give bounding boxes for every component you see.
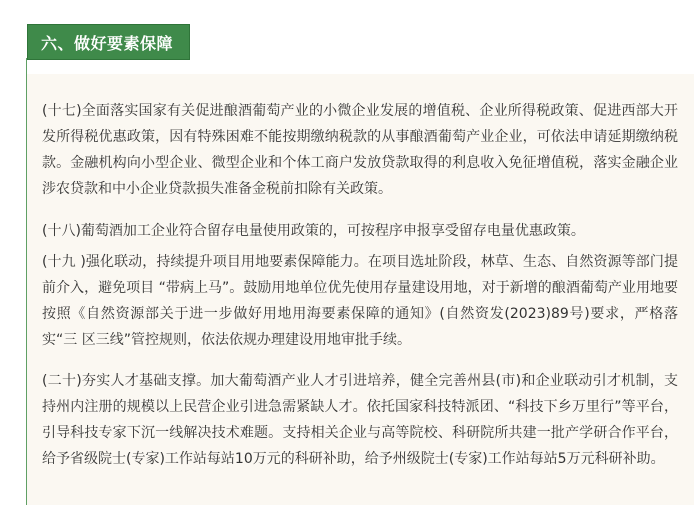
policy-paragraph-18: (十八)葡萄酒加工企业符合留存电量使用政策的，可按程序申报享受留存电量优惠政策。 xyxy=(42,223,585,239)
section-title: 六、做好要素保障 xyxy=(41,33,174,53)
policy-paragraph-17: (十七)全面落实国家有关促进酿酒葡萄产业的小微企业发展的增值税、企业所得税政策、促进西部大开发所得税优惠政策，因有特殊困难不能按期缴纳税款的从事酿酒葡萄产业企业，可依法申请延期缴纳税款。金融机构向小型企业、微型企业和个体工商户发放贷款取得的利息收入免征增值税，落实金融企业涉农贷款和中小企业贷款损失准备金税前扣除有关政策。 xyxy=(42,103,678,197)
policy-paragraph-19: (十九 )强化联动，持续提升项目用地要素保障能力。在项目选址阶段，林草、生态、自然资源等部门提前介入，避免项目 “带病上马”。鼓励用地单位优先使用存量建设用地，对于新增的酿酒葡萄产业用地要按照《自然资源部关于进一步做好用地用海要素保障的通知》(自然资发(2023)89号)要求，严格落实“三 区三线”管控规则，依法依规办理建设用地审批手续。 xyxy=(42,254,678,348)
policy-paragraph-20: (二十)夯实人才基础支撑。加大葡萄酒产业人才引进培养，健全完善州县(市)和企业联动引才机制，支持州内注册的规模以上民营企业引进急需紧缺人才。依托国家科技特派团、“科技下乡万里行”等平台，引导科技专家下沉一线解决技术难题。支持相关企业与高等院校、科研院所共建一批产学研合作平台，给予省级院士(专家)工作站每站10万元的科研补助，给予州级院士(专家)工作站每站5万元科研补助。 xyxy=(42,373,678,467)
section-header xyxy=(27,24,190,60)
